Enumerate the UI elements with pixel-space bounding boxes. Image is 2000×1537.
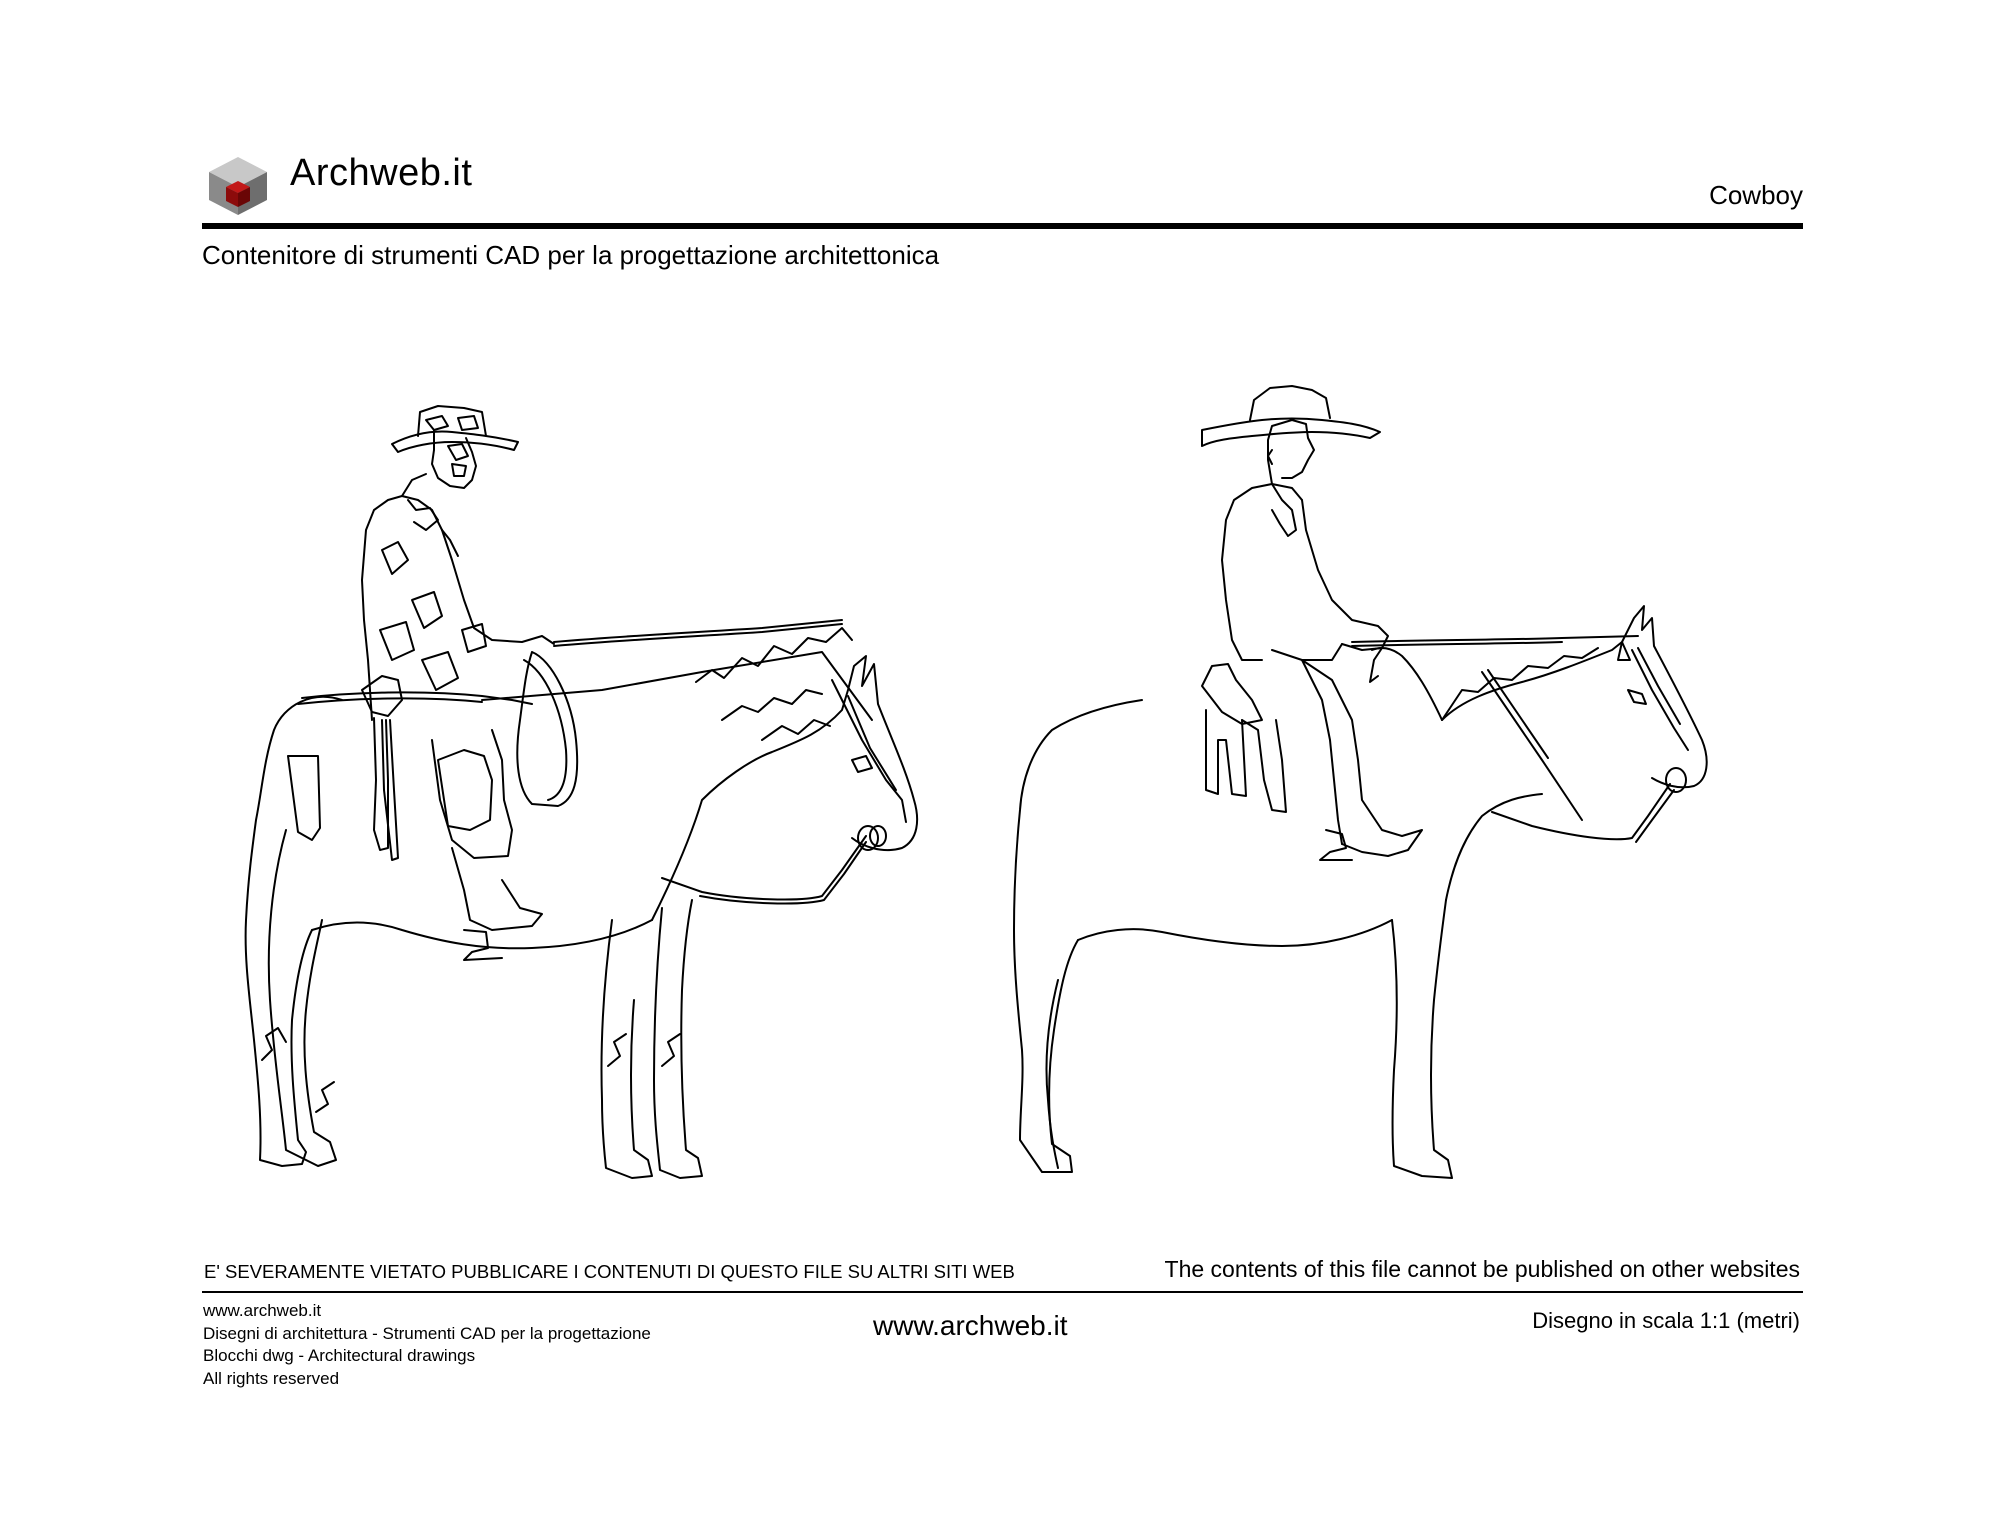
drawing-area <box>202 360 1803 1200</box>
footer-website-link[interactable]: www.archweb.it <box>873 1310 1068 1341</box>
drawing-title: Cowboy <box>1709 180 1803 210</box>
footer-blocks: Blocchi dwg - Architectural drawings <box>203 1346 476 1365</box>
footer-description: Disegni di architettura - Strumenti CAD per la progettazione <box>203 1323 651 1343</box>
footer-divider <box>202 1291 1803 1293</box>
footer-rights: All rights reserved <box>203 1368 340 1388</box>
archweb-logo-icon <box>207 155 269 217</box>
footer-website: www.archweb.it <box>203 1301 322 1320</box>
copyright-warning-english: The contents of this file cannot be published on other websites <box>1164 1256 1800 1282</box>
header-divider <box>202 223 1803 229</box>
footer-credits <box>203 1300 651 1390</box>
tagline: Contenitore di strumenti CAD per la progettazione architettonica <box>202 240 940 270</box>
cowboy-detailed-drawing <box>246 406 918 1178</box>
cowboy-outline-drawing <box>1014 386 1707 1178</box>
scale-note: Disegno in scala 1:1 (metri) <box>1532 1308 1800 1333</box>
brand-name: Archweb.it <box>290 152 473 194</box>
copyright-warning-italian: E' SEVERAMENTE VIETATO PUBBLICARE I CONTENUTI DI QUESTO FILE SU ALTRI SITI WEB <box>204 1261 1015 1282</box>
